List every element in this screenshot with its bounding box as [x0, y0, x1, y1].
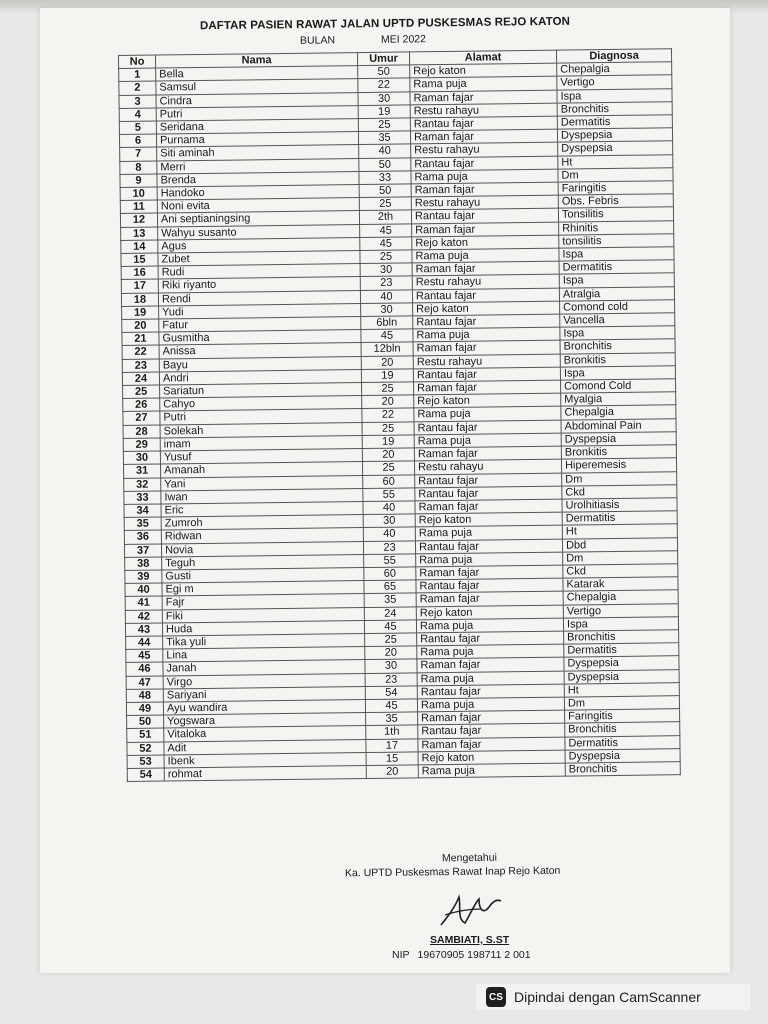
- cell-no: 54: [127, 768, 164, 782]
- cell-no: 53: [127, 755, 164, 769]
- cell-no: 40: [125, 583, 162, 597]
- cell-nama: Ayu wandira: [163, 699, 365, 715]
- cell-alamat: Rejo katon: [416, 605, 563, 620]
- cell-nama: Handoko: [157, 185, 359, 201]
- cell-umur: 45: [360, 224, 412, 238]
- cell-nama: Zumroh: [161, 515, 363, 531]
- cell-nama: Amanah: [161, 462, 363, 478]
- cell-alamat: Restu rahayu: [411, 195, 558, 210]
- cell-alamat: Rantau fajar: [415, 539, 562, 554]
- cell-diagnosa: Ht: [564, 682, 679, 697]
- cell-no: 9: [120, 174, 157, 188]
- cell-umur: 40: [363, 527, 415, 541]
- cell-umur: 20: [365, 646, 417, 660]
- cell-umur: 45: [365, 699, 417, 713]
- cell-diagnosa: Urolhitiasis: [562, 498, 677, 513]
- cell-nama: Riki riyanto: [158, 277, 360, 293]
- cell-no: 12: [120, 213, 157, 227]
- cell-alamat: Raman fajar: [418, 710, 565, 725]
- cell-diagnosa: Hiperemesis: [561, 458, 676, 473]
- month-label: BULAN: [299, 34, 336, 47]
- cell-no: 16: [121, 266, 158, 280]
- cell-umur: 25: [362, 422, 414, 436]
- cell-alamat: Raman fajar: [416, 591, 563, 606]
- cell-diagnosa: Dermatitis: [564, 643, 679, 658]
- cell-alamat: Restu rahayu: [411, 143, 558, 158]
- cell-umur: 30: [361, 303, 413, 317]
- cell-alamat: Rama puja: [415, 525, 562, 540]
- cell-diagnosa: Katarak: [563, 577, 678, 592]
- cell-alamat: Raman fajar: [413, 341, 560, 356]
- cell-umur: 2th: [359, 210, 411, 224]
- cell-diagnosa: Dermatitis: [562, 511, 677, 526]
- cell-nama: Noni evita: [157, 198, 359, 214]
- cell-diagnosa: Dyspepsia: [564, 669, 679, 684]
- cell-umur: 20: [366, 765, 418, 779]
- cell-nama: Egi m: [162, 581, 364, 597]
- cell-umur: 22: [358, 78, 410, 92]
- cell-diagnosa: Dyspepsia: [565, 748, 680, 763]
- cell-alamat: Raman fajar: [416, 565, 563, 580]
- cell-no: 46: [126, 662, 163, 676]
- cell-alamat: Rantau fajar: [410, 116, 557, 131]
- header-nama: Nama: [156, 53, 358, 69]
- cell-nama: Bayu: [159, 356, 361, 372]
- cell-diagnosa: Ht: [562, 524, 677, 539]
- cell-diagnosa: Faringitis: [565, 709, 680, 724]
- cell-nama: Gusti: [162, 567, 364, 583]
- cell-alamat: Rejo katon: [412, 235, 559, 250]
- cell-diagnosa: Faringitis: [558, 181, 673, 196]
- cell-diagnosa: Dyspepsia: [557, 128, 672, 143]
- cell-diagnosa: Bronchitis: [560, 339, 675, 354]
- document-period: [300, 33, 426, 47]
- cell-nama: Virgo: [163, 673, 365, 689]
- cell-umur: 45: [364, 620, 416, 634]
- cell-no: 17: [121, 279, 158, 293]
- cell-diagnosa: Obs. Febris: [558, 194, 673, 209]
- cell-diagnosa: Ckd: [563, 564, 678, 579]
- cell-diagnosa: Dyspepsia: [561, 432, 676, 447]
- header-alamat: Alamat: [409, 50, 556, 65]
- cell-umur: 20: [362, 448, 414, 462]
- cell-alamat: Rantau fajar: [411, 156, 558, 171]
- cell-nama: Zubet: [158, 251, 360, 267]
- cell-alamat: Rejo katon: [415, 512, 562, 527]
- cell-no: 47: [126, 676, 163, 690]
- cell-no: 18: [121, 293, 158, 307]
- cell-umur: 15: [366, 752, 418, 766]
- cell-diagnosa: Atralgia: [559, 286, 674, 301]
- cell-umur: 30: [358, 92, 410, 106]
- camscanner-logo-icon: CS: [486, 987, 506, 1007]
- cell-no: 24: [122, 372, 159, 386]
- cell-diagnosa: Rhinitis: [559, 220, 674, 235]
- cell-alamat: Rama puja: [416, 618, 563, 633]
- cell-diagnosa: Abdominal Pain: [561, 418, 676, 433]
- cell-umur: 50: [358, 65, 410, 79]
- cell-diagnosa: Dm: [562, 471, 677, 486]
- cell-alamat: Raman fajar: [415, 499, 562, 514]
- cell-nama: rohmat: [164, 765, 366, 781]
- cell-nama: Samsul: [156, 79, 358, 95]
- patient-table-container: [118, 48, 681, 782]
- cell-alamat: Rantau fajar: [413, 314, 560, 329]
- cell-diagnosa: Ispa: [563, 616, 678, 631]
- cell-nama: Cindra: [156, 92, 358, 108]
- cell-no: 15: [121, 253, 158, 267]
- cell-nama: Vitaloka: [164, 726, 366, 742]
- cell-no: 10: [120, 187, 157, 201]
- cell-no: 19: [122, 306, 159, 320]
- cell-alamat: Rama puja: [411, 169, 558, 184]
- cell-alamat: Raman fajar: [414, 446, 561, 461]
- cell-alamat: Rejo katon: [410, 63, 557, 78]
- cell-umur: 45: [361, 329, 413, 343]
- cell-alamat: Restu rahayu: [410, 103, 557, 118]
- cell-nama: Fiki: [162, 607, 364, 623]
- cell-umur: 30: [363, 514, 415, 528]
- month-value: MEI 2022: [380, 33, 427, 46]
- cell-nama: Yusuf: [160, 449, 362, 465]
- cell-alamat: Rantau fajar: [414, 420, 561, 435]
- cell-umur: 30: [360, 263, 412, 277]
- cell-alamat: Rantau fajar: [416, 578, 563, 593]
- cell-umur: 17: [366, 738, 418, 752]
- cell-alamat: Raman fajar: [412, 222, 559, 237]
- cell-diagnosa: Bronchitis: [564, 630, 679, 645]
- cell-no: 37: [124, 544, 161, 558]
- cell-alamat: Rantau fajar: [412, 288, 559, 303]
- cell-nama: Seridana: [156, 119, 358, 135]
- cell-umur: 35: [358, 131, 410, 145]
- cell-no: 26: [123, 398, 160, 412]
- cell-umur: 30: [365, 659, 417, 673]
- cell-umur: 20: [362, 395, 414, 409]
- document-title: DAFTAR PASIEN RAWAT JALAN UPTD PUSKESMAS REJO KATON: [199, 15, 571, 33]
- cell-umur: 1th: [366, 725, 418, 739]
- nip-label: NIP: [392, 949, 410, 961]
- cell-diagnosa: Bronchitis: [565, 722, 680, 737]
- cell-no: 41: [125, 596, 162, 610]
- cell-no: 1: [119, 68, 156, 82]
- signer-position: Ka. UPTD Puskesmas Rawat Inap Rejo Katon: [344, 864, 561, 880]
- cell-diagnosa: Dm: [563, 550, 678, 565]
- cell-no: 35: [124, 517, 161, 531]
- cell-no: 50: [127, 715, 164, 729]
- cell-alamat: Raman fajar: [417, 657, 564, 672]
- cell-nama: Anissa: [159, 343, 361, 359]
- cell-no: 38: [125, 557, 162, 571]
- cell-no: 20: [122, 319, 159, 333]
- cell-no: 29: [123, 438, 160, 452]
- signer-nip: [392, 949, 531, 961]
- cell-no: 42: [125, 610, 162, 624]
- cell-diagnosa: Ispa: [560, 366, 675, 381]
- cell-alamat: Rama puja: [417, 644, 564, 659]
- cell-umur: 19: [362, 435, 414, 449]
- cell-alamat: Rantau fajar: [413, 367, 560, 382]
- cell-alamat: Rama puja: [417, 671, 564, 686]
- cell-umur: 65: [364, 580, 416, 594]
- cell-no: 3: [119, 95, 156, 109]
- cell-alamat: Rama puja: [410, 77, 557, 92]
- cell-nama: Ibenk: [164, 752, 366, 768]
- cell-nama: Yudi: [159, 303, 361, 319]
- cell-diagnosa: Ckd: [562, 484, 677, 499]
- camscanner-watermark: [476, 984, 750, 1010]
- cell-umur: 50: [359, 158, 411, 172]
- cell-alamat: Raman fajar: [411, 182, 558, 197]
- cell-alamat: Rantau fajar: [417, 631, 564, 646]
- cell-alamat: Rantau fajar: [415, 473, 562, 488]
- cell-no: 31: [124, 464, 161, 478]
- patient-table: [118, 48, 681, 782]
- cell-no: 7: [120, 147, 157, 161]
- cell-umur: 40: [359, 144, 411, 158]
- cell-alamat: Rejo katon: [413, 301, 560, 316]
- cell-alamat: Rama puja: [417, 697, 564, 712]
- cell-diagnosa: Dermatitis: [565, 735, 680, 750]
- cell-nama: Bella: [156, 66, 358, 82]
- cell-diagnosa: tonsilitis: [559, 234, 674, 249]
- cell-no: 48: [126, 689, 163, 703]
- cell-alamat: Rantau fajar: [415, 486, 562, 501]
- cell-no: 14: [121, 240, 158, 254]
- cell-nama: Wahyu susanto: [158, 224, 360, 240]
- cell-nama: Fajr: [162, 594, 364, 610]
- cell-nama: Cahyo: [160, 396, 362, 412]
- cell-umur: 25: [360, 250, 412, 264]
- cell-diagnosa: Dermatitis: [557, 115, 672, 130]
- cell-umur: 23: [363, 540, 415, 554]
- cell-umur: 23: [365, 672, 417, 686]
- cell-alamat: Raman fajar: [412, 261, 559, 276]
- cell-diagnosa: Chepalgia: [557, 62, 672, 77]
- cell-no: 25: [123, 385, 160, 399]
- cell-alamat: Rama puja: [416, 552, 563, 567]
- cell-no: 5: [119, 121, 156, 135]
- cell-nama: Adit: [164, 739, 366, 755]
- cell-umur: 54: [365, 686, 417, 700]
- cell-nama: Yani: [161, 475, 363, 491]
- cell-no: 34: [124, 504, 161, 518]
- cell-no: 28: [123, 425, 160, 439]
- cell-nama: Huda: [162, 620, 364, 636]
- cell-nama: Lina: [163, 647, 365, 663]
- cell-diagnosa: Bronkitis: [560, 352, 675, 367]
- cell-umur: 50: [359, 184, 411, 198]
- cell-diagnosa: Dbd: [562, 537, 677, 552]
- cell-nama: Rendi: [158, 290, 360, 306]
- cell-alamat: Rama puja: [412, 248, 559, 263]
- cell-umur: 6bln: [361, 316, 413, 330]
- cell-diagnosa: Dyspepsia: [564, 656, 679, 671]
- cell-umur: 19: [358, 105, 410, 119]
- cell-alamat: Rama puja: [414, 407, 561, 422]
- cell-umur: 24: [364, 606, 416, 620]
- cell-umur: 25: [359, 197, 411, 211]
- cell-no: 4: [119, 108, 156, 122]
- cell-umur: 23: [360, 276, 412, 290]
- cell-alamat: Rama puja: [413, 327, 560, 342]
- cell-nama: Ani septianingsing: [157, 211, 359, 227]
- cell-alamat: Rantau fajar: [418, 723, 565, 738]
- cell-umur: 33: [359, 171, 411, 185]
- cell-no: 49: [126, 702, 163, 716]
- cell-nama: Eric: [161, 501, 363, 517]
- cell-diagnosa: Ispa: [560, 326, 675, 341]
- cell-umur: 55: [363, 488, 415, 502]
- cell-umur: 25: [365, 633, 417, 647]
- cell-diagnosa: Vancella: [560, 313, 675, 328]
- header-no: No: [119, 55, 156, 69]
- cell-diagnosa: Ispa: [559, 273, 674, 288]
- cell-no: 22: [122, 345, 159, 359]
- cell-diagnosa: Bronkitis: [561, 445, 676, 460]
- cell-alamat: Restu rahayu: [412, 275, 559, 290]
- cell-umur: 35: [364, 593, 416, 607]
- cell-umur: 12bln: [361, 342, 413, 356]
- cell-umur: 25: [358, 118, 410, 132]
- cell-no: 21: [122, 332, 159, 346]
- cell-umur: 45: [360, 237, 412, 251]
- handwritten-signature: [435, 885, 505, 930]
- cell-nama: Gusmitha: [159, 330, 361, 346]
- cell-no: 32: [124, 478, 161, 492]
- cell-diagnosa: Comond cold: [560, 300, 675, 315]
- cell-nama: Janah: [163, 660, 365, 676]
- cell-alamat: Rantau fajar: [417, 684, 564, 699]
- acknowledged-label: Mengetahui: [441, 851, 497, 865]
- cell-nama: Fatur: [159, 317, 361, 333]
- cell-nama: Purnama: [156, 132, 358, 148]
- cell-no: 27: [123, 411, 160, 425]
- cell-nama: imam: [160, 435, 362, 451]
- cell-diagnosa: Chepalgia: [561, 405, 676, 420]
- nip-value: 19670905 198711 2 001: [417, 949, 531, 961]
- cell-no: 52: [127, 742, 164, 756]
- cell-no: 51: [127, 728, 164, 742]
- cell-alamat: Rama puja: [414, 433, 561, 448]
- cell-no: 8: [120, 161, 157, 175]
- cell-umur: 40: [360, 290, 412, 304]
- cell-nama: Teguh: [162, 554, 364, 570]
- cell-umur: 19: [361, 369, 413, 383]
- cell-no: 30: [123, 451, 160, 465]
- signer-name: SAMBIATI, S.ST: [430, 934, 510, 946]
- cell-nama: Andri: [159, 369, 361, 385]
- cell-diagnosa: Ispa: [557, 88, 672, 103]
- cell-alamat: Restu rahayu: [414, 459, 561, 474]
- cell-nama: Agus: [158, 237, 360, 253]
- cell-umur: 60: [364, 567, 416, 581]
- cell-nama: Yogswara: [164, 713, 366, 729]
- cell-nama: Sariatun: [160, 383, 362, 399]
- cell-diagnosa: Myalgia: [561, 392, 676, 407]
- cell-nama: Putri: [156, 105, 358, 121]
- cell-no: 44: [126, 636, 163, 650]
- cell-umur: 25: [362, 461, 414, 475]
- cell-diagnosa: Vertigo: [563, 603, 678, 618]
- cell-umur: 40: [363, 501, 415, 515]
- cell-umur: 55: [364, 554, 416, 568]
- cell-no: 11: [120, 200, 157, 214]
- cell-nama: Putri: [160, 409, 362, 425]
- cell-diagnosa: Dermatitis: [559, 260, 674, 275]
- header-diagnosa: Diagnosa: [556, 49, 671, 64]
- cell-no: 39: [125, 570, 162, 584]
- cell-umur: 20: [361, 356, 413, 370]
- cell-nama: Merri: [157, 158, 359, 174]
- cell-no: 2: [119, 81, 156, 95]
- cell-alamat: Raman fajar: [410, 90, 557, 105]
- cell-nama: Sariyani: [163, 686, 365, 702]
- cell-diagnosa: Dm: [564, 696, 679, 711]
- cell-diagnosa: Chepalgia: [563, 590, 678, 605]
- cell-nama: Rudi: [158, 264, 360, 280]
- cell-nama: Solekah: [160, 422, 362, 438]
- watermark-text: Dipindai dengan CamScanner: [514, 989, 701, 1005]
- cell-diagnosa: Ht: [558, 154, 673, 169]
- cell-alamat: Rejo katon: [418, 750, 565, 765]
- cell-no: 13: [121, 227, 158, 241]
- cell-diagnosa: Dm: [558, 168, 673, 183]
- cell-no: 6: [119, 134, 156, 148]
- cell-umur: 60: [363, 474, 415, 488]
- cell-diagnosa: Bronchitis: [557, 102, 672, 117]
- cell-alamat: Rantau fajar: [411, 209, 558, 224]
- cell-diagnosa: Tonsilitis: [558, 207, 673, 222]
- cell-diagnosa: Vertigo: [557, 75, 672, 90]
- cell-alamat: Raman fajar: [414, 380, 561, 395]
- cell-alamat: Rejo katon: [414, 393, 561, 408]
- cell-no: 45: [126, 649, 163, 663]
- cell-alamat: Raman fajar: [418, 737, 565, 752]
- cell-no: 43: [125, 623, 162, 637]
- cell-no: 36: [124, 530, 161, 544]
- cell-nama: Siti aminah: [157, 145, 359, 161]
- cell-nama: Novia: [161, 541, 363, 557]
- cell-diagnosa: Bronchitis: [565, 762, 680, 777]
- cell-diagnosa: Comond Cold: [561, 379, 676, 394]
- cell-nama: Tika yuli: [163, 633, 365, 649]
- cell-no: 33: [124, 491, 161, 505]
- cell-nama: Brenda: [157, 171, 359, 187]
- cell-no: 23: [122, 359, 159, 373]
- header-umur: Umur: [357, 52, 409, 66]
- table-body: [119, 62, 681, 782]
- cell-alamat: Restu rahayu: [413, 354, 560, 369]
- cell-diagnosa: Dyspepsia: [558, 141, 673, 156]
- cell-umur: 22: [362, 408, 414, 422]
- cell-nama: Ridwan: [161, 528, 363, 544]
- cell-umur: 25: [362, 382, 414, 396]
- cell-diagnosa: Ispa: [559, 247, 674, 262]
- cell-alamat: Rama puja: [418, 763, 565, 778]
- cell-alamat: Raman fajar: [410, 129, 557, 144]
- cell-umur: 35: [366, 712, 418, 726]
- cell-nama: Iwan: [161, 488, 363, 504]
